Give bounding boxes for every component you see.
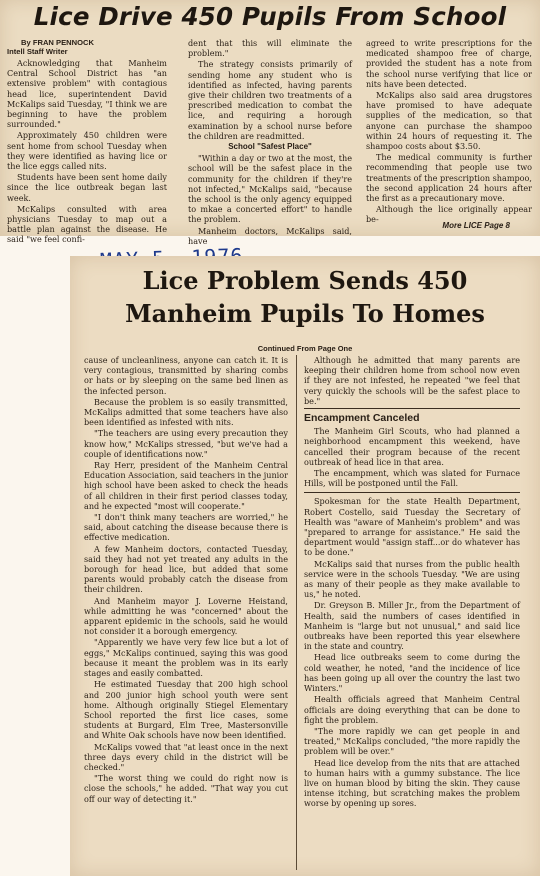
headline-bottom [70,264,540,330]
paragraph: Students have been sent home daily since the lice outbreak began last week. [7,172,167,203]
paragraph: "The worst thing we could do right now is close the schools," he added. "That way you cut off our way of detecting it." [84,773,288,804]
paragraph: McKalips also said area drugstores have promised to have adequate supplies of the medication, so that anyone can purchase the shampoo within 24 hours of requesting it. The shampoo costs about $3.50. [366,90,532,152]
paragraph: He estimated Tuesday that 200 high school and 200 junior high school youth were sent home. Although originally Stiegel Elementary School reported the first lice cases, some students at Burgard, Elm Tree, Mastersonville and White Oak schools have now been identified. [84,679,288,741]
paragraph: "Within a day or two at the most, the school will be the safest place in the community for the children if they're not infected," McKalips said, "because the school is the only agency equipped to mkae a concerted effort" to handle the problem. [188,153,352,225]
paragraph: Acknowledging that Manheim Central School District has "an extensive problem" with contagious head lice, superintendent David McKalips said Tuesday, "I think we are beginning to have the problem surrounded." [7,58,167,130]
paragraph: Manheim doctors, McKalips said, have [188,225,352,246]
article-column-left [84,355,288,805]
paragraph: "Apparently we have very few lice but a lot of eggs," McKalips continued, saying this was good because it meant the problem was in its early stages and easily combatted. [84,637,288,679]
sidebar-box [304,408,520,493]
column-divider [296,355,297,870]
headline-line-2: Manheim Pupils To Homes [125,299,485,328]
paragraph: Although he admitted that many parents are keeping their children home from school now even if they are not infested, he repeated "we feel that very quickly the schools will be the safest place to be." [304,355,520,406]
paragraph: McKalips vowed that "at least once in the next three days every child in the district will be checked." [84,741,288,772]
headline-top: Lice Drive 450 Pupils From School [33,2,507,31]
paragraph: cause of uncleanliness, anyone can catch it. It is very contagious, transmitted by sharing combs or hats or by sleeping on the same bed linen as the infected person. [84,355,288,396]
byline-title: Intell Staff Writer [7,47,68,56]
article-column-1 [7,38,167,246]
paragraph: The medical community is further recommending that people use two treatments of the prescription shampoo, the second application 24 hours after the first as a precautionary move. [366,152,532,204]
paragraph: McKalips said that nurses from the public health service were in the schools Tuesday. "We are using as many of their people as they make available to us," he noted. [304,558,520,600]
paragraph: dent that this will eliminate the problem." [188,38,352,59]
continued-from-label: Continued From Page One [257,344,353,353]
paragraph: Dr. Greyson B. Miller Jr., from the Department of Health, said the numbers of cases identified in Manheim is "large but not unusual," and said lice outbreaks have been reported this year elsewhere in the state and country. [304,600,520,652]
paragraph: Although the lice originally appear be- [366,204,532,225]
headline-line-1: Lice Problem Sends 450 [142,266,468,295]
subhead: School "Safest Place" [228,142,312,152]
paragraph: "I don't think many teachers are worried," he said, about catching the disease because there is effective medication. [84,512,288,543]
paragraph: agreed to write prescriptions for the medicated shampoo free of charge, provided the student has a note from the school nurse verifying that lice or nits have been detected. [366,38,532,89]
paragraph: The Manheim Girl Scouts, who had planned a neighborhood encampment this weekend, have cancelled their program because of the recent outbreak of head lice in that area. [304,426,520,467]
paragraph: The encampment, which was slated for Furnace Hills, will be postponed until the Fall. [304,468,520,489]
article-column-2 [188,38,352,247]
paragraph: "The teachers are using every precaution they know how," McKalips stressed, "but we've had a couple of identifications now." [84,428,288,459]
top-clipping [0,0,540,246]
paragraph: Ray Herr, president of the Manheim Central Education Association, said teachers in the junior high school have been asked to check the heads of all children in their first period classes today, and he expected "most will cooperate." [84,460,288,511]
continued-on-label: More LICE Page 8 [442,221,510,230]
paragraph: The strategy consists primarily of sending home any student who is identified as infected, having parents give their children two treatments of a prescribed medication to combat the lice, and requiring a horough examination by a school nurse before the children are readmitted. [188,59,352,141]
paragraph: "The more rapidly we can get people in and treated," McKalips concluded, "the more rapidly the problem will be over." [304,725,520,757]
paragraph: And Manheim mayor J. Loverne Heistand, while admitting he was "concerned" about the apparent epidemic in the schools, said he would not consider it a borough emergency. [84,595,288,637]
article-column-right [304,355,520,810]
bottom-clipping [70,256,540,876]
paragraph: Head lice outbreaks seem to come during the cold weather, he noted, "and the incidence of lice has been going up all over the country the last two Winters." [304,652,520,694]
paragraph: Spokesman for the state Health Department, Robert Costello, said Tuesday the Secretary of Health was "aware of Manheim's problem" and was "prepared to arrange for assistance." He said the department would "assign staff...or do whatever has to be done." [304,496,520,558]
article-column-3 [366,38,532,226]
byline [7,38,167,56]
paragraph: A few Manheim doctors, contacted Tuesday, said they had not yet treated any adults in the borough for head lice, but added that some parents would probably catch the disease from their children. [84,543,288,595]
paragraph: Because the problem is so easily transmitted, McKalips admitted that some teachers have also been identified as infested with nits. [84,396,288,428]
paragraph: Approximately 450 children were sent home from school Tuesday when they were identified as having lice or the lice eggs called nits. [7,130,167,172]
box-title: Encampment Canceled [304,412,420,425]
byline-name: By FRAN PENNOCK [21,38,94,47]
paragraph: McKalips consulted with area physicians Tuesday to map out a battle plan against the disease. He said "we feel confi- [7,203,167,245]
paragraph: Head lice develop from the nits that are attached to human hairs with a gummy substance. The lice live on human blood by biting the skin. They cause intense itching, but scratching makes the problem worse by opening up sores. [304,757,520,809]
paragraph: Health officials agreed that Manheim Central officials are doing everything that can be done to fight the problem. [304,694,520,725]
